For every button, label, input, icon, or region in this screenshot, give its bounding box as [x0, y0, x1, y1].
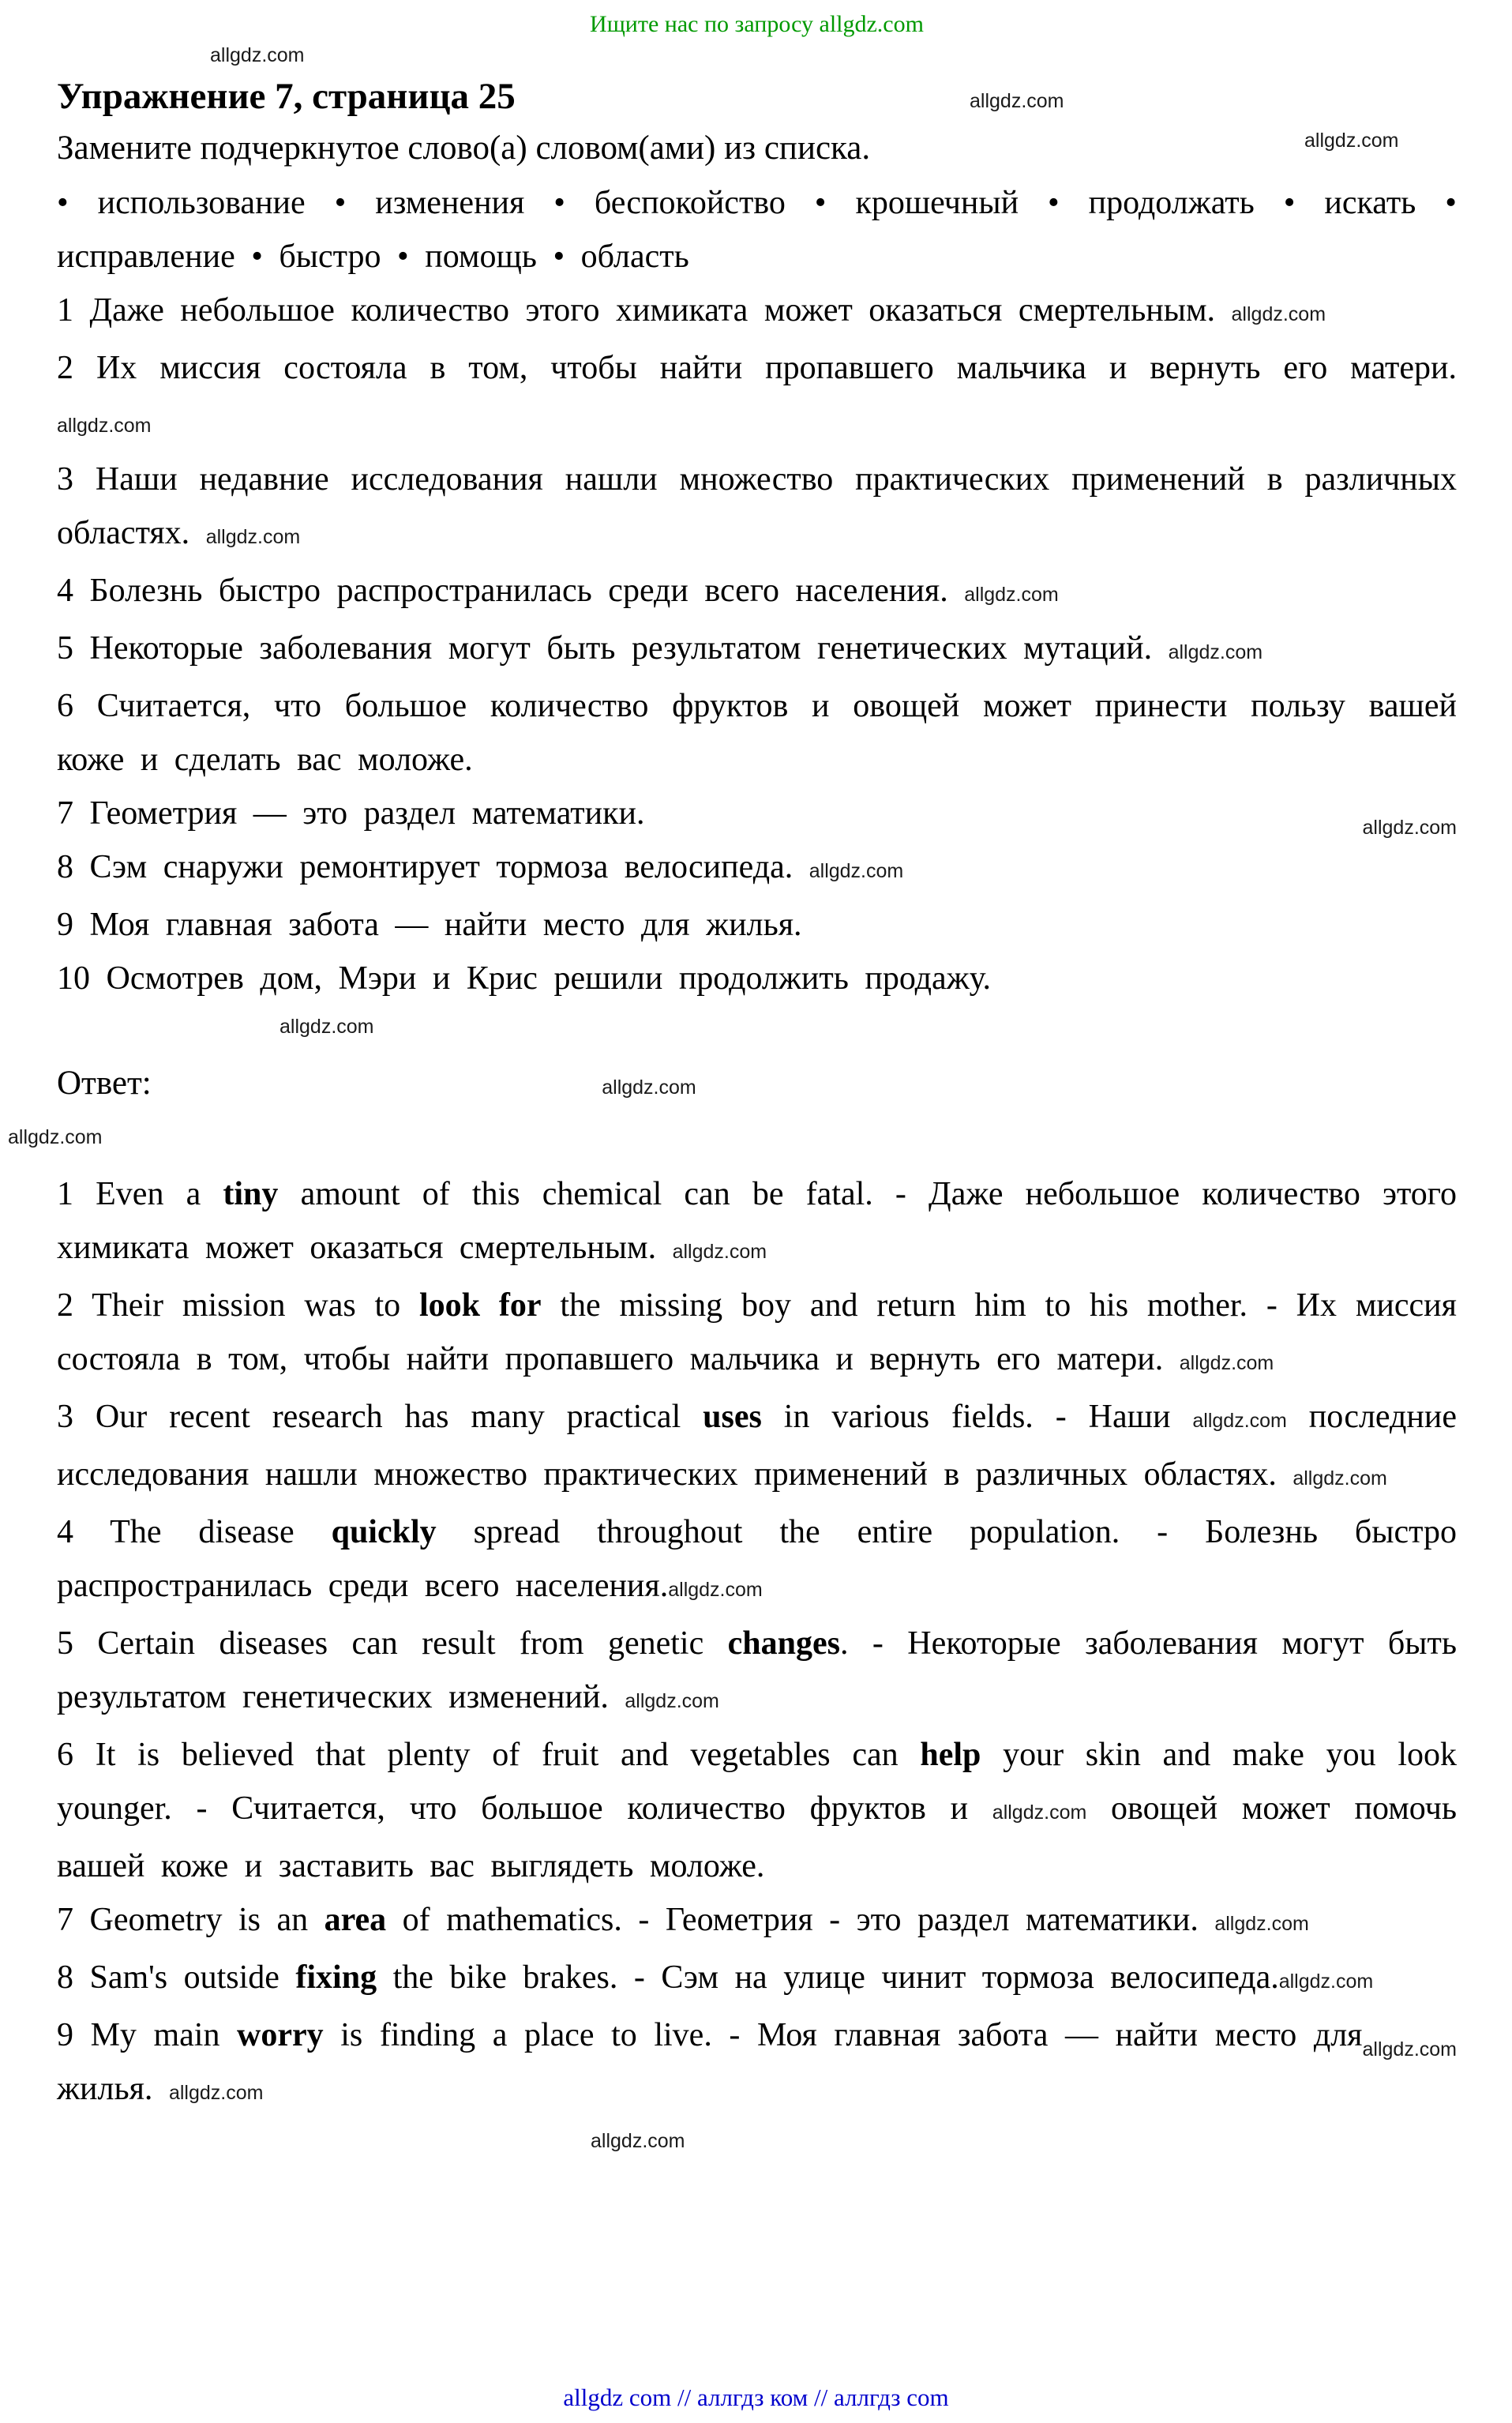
answer-item-8 [57, 1951, 1457, 2008]
answer-item-7 [57, 1893, 1457, 1951]
word-list: • использование • изменения • беспокойство • крошечный • продолжать • искать • исправление • быстро • помощь • область [57, 184, 1457, 275]
text-run: . - Некоторые заболевания могут быть результатом генетических изменений. [57, 1625, 1457, 1715]
task-item-9 [57, 898, 1457, 952]
watermark: allgdz.com [668, 1578, 763, 1601]
answer-label: Ответ: [57, 1064, 152, 1102]
task-item-1 [57, 284, 1457, 341]
answer-keyword: help [920, 1736, 981, 1773]
watermark: allgdz.com [1214, 1912, 1309, 1935]
watermark: allgdz.com [1362, 2038, 1457, 2060]
watermark: allgdz.com [672, 1240, 767, 1263]
text-run: your skin and make you look younger. - Считается, что большое количество фруктов и [57, 1736, 1457, 1827]
exercise-subtitle: Замените подчеркнутое слово(а) словом(ами) из списка. [57, 130, 871, 167]
task-item-4 [57, 564, 1457, 622]
text-run: 7 Геометрия — это раздел математики. [57, 795, 645, 832]
text-run: of mathematics. - Геометрия - это раздел математики. [386, 1901, 1215, 1938]
text-run: 1 Even a [57, 1175, 223, 1212]
task-item-2 [57, 341, 1457, 453]
watermark: allgdz.com [992, 1801, 1087, 1824]
watermark: allgdz.com [8, 1125, 103, 1148]
text-run: последние исследования нашли множество практических применений в различных областях. [57, 1398, 1457, 1493]
search-hint: Ищите нас по запросу allgdz.com [590, 11, 924, 37]
answer-item-2 [57, 1279, 1457, 1390]
watermark: allgdz.com [1231, 302, 1326, 325]
watermark: allgdz.com [1168, 640, 1263, 663]
text-run: the missing boy and return him to his mother. - Их миссия состояла в том, чтобы найти пропавшего мальчика и вернуть его матери. [57, 1287, 1457, 1377]
answer-keyword: changes [727, 1625, 840, 1662]
text-run: 6 It is believed that plenty of fruit and vegetables can [57, 1736, 921, 1773]
text-run: 1 Даже небольшое количество этого химиката может оказаться смертельным. [57, 291, 1232, 329]
text-run: 3 Наши недавние исследования нашли множество практических применений в различных областях. [57, 460, 1457, 551]
answer-keyword: quickly [331, 1513, 437, 1550]
watermark: allgdz.com [1362, 816, 1457, 839]
text-run: 2 Их миссия состояла в том, чтобы найти пропавшего мальчика и вернуть его матери. [57, 349, 1457, 386]
text-run: 5 Некоторые заболевания могут быть результатом генетических мутаций. [57, 629, 1169, 667]
text-run: 4 Болезнь быстро распространилась среди всего населения. [57, 572, 965, 609]
watermark: allgdz.com [625, 1689, 719, 1712]
watermark-line [591, 2120, 1457, 2158]
watermark: allgdz.com [1179, 1351, 1274, 1374]
answer-keyword: look for [419, 1287, 542, 1324]
watermark: allgdz.com [1278, 1970, 1374, 1993]
answer-keyword: fixing [295, 1959, 377, 1996]
answer-item-6 [57, 1728, 1457, 1893]
text-run: 3 Our recent research has many practical [57, 1398, 703, 1435]
text-run: 5 Certain diseases can result from genetic [57, 1625, 728, 1662]
task-item-10 [57, 952, 1457, 1005]
watermark: allgdz.com [1192, 1409, 1287, 1432]
watermark: allgdz.com [210, 44, 305, 66]
watermark: allgdz.com [809, 859, 904, 882]
text-run: 2 Their mission was to [57, 1287, 420, 1324]
text-run: the bike brakes. - Сэм на улице чинит тормоза велосипеда. [377, 1959, 1279, 1996]
task-item-3 [57, 453, 1457, 564]
watermark: allgdz.com [591, 2129, 685, 2152]
answer-keyword: area [324, 1901, 387, 1938]
watermark: allgdz.com [280, 1015, 374, 1038]
answer-heading-row [57, 1055, 1457, 1116]
text-run: in various fields. - Наши [761, 1398, 1193, 1435]
text-run: 10 Осмотрев дом, Мэри и Крис решили продолжить продажу. [57, 960, 991, 997]
watermark-line [280, 1005, 1457, 1044]
answer-item-1 [57, 1167, 1457, 1279]
watermark: allgdz.com [57, 414, 152, 437]
text-run: 6 Считается, что большое количество фруктов и овощей может принести пользу вашей коже и сделать вас моложе. [57, 687, 1457, 778]
answers-section [57, 1167, 1457, 2120]
watermark: allgdz.com [970, 90, 1064, 112]
text-run: 4 The disease [57, 1513, 332, 1550]
task-item-7 [57, 787, 1457, 840]
answer-keyword: uses [703, 1398, 762, 1435]
text-run: 9 My main [57, 2016, 238, 2053]
answer-item-4 [57, 1505, 1457, 1617]
task-item-6 [57, 679, 1457, 787]
watermark: allgdz.com [168, 2081, 264, 2104]
answer-item-5 [57, 1617, 1457, 1728]
task-item-8 [57, 840, 1457, 898]
text-run: is finding a place to live. - Моя главная забота — найти место для жилья. [57, 2016, 1363, 2107]
answer-item-3 [57, 1390, 1457, 1505]
text-run: 7 Geometry is an [57, 1901, 325, 1938]
exercise-title: Упражнение 7, страница 25 [57, 76, 516, 117]
text-run: овощей может помочь вашей коже и заставить вас выглядеть моложе. [57, 1790, 1457, 1884]
text-run: 8 Sam's outside [57, 1959, 296, 1996]
text-run: 8 Сэм снаружи ремонтирует тормоза велосипеда. [57, 848, 809, 885]
watermark: allgdz.com [964, 583, 1059, 606]
watermark: allgdz.com [602, 1076, 696, 1099]
footer-links[interactable]: allgdz com // аллгдз ком // аллгдз com [563, 2384, 949, 2411]
watermark: allgdz.com [1293, 1467, 1387, 1489]
answer-keyword: worry [237, 2016, 324, 2053]
task-item-5 [57, 622, 1457, 679]
text-run: amount of this chemical can be fatal. - Даже небольшое количество этого химиката может оказаться смертельным. [57, 1175, 1457, 1266]
answer-item-9 [57, 2008, 1457, 2120]
watermark: allgdz.com [205, 525, 301, 548]
text-run: 9 Моя главная забота — найти место для жилья. [57, 906, 802, 943]
watermark-line [8, 1116, 1457, 1155]
answer-keyword: tiny [223, 1175, 279, 1212]
watermark: allgdz.com [1304, 130, 1399, 152]
text-run: spread throughout the entire population. - Болезнь быстро распространилась среди всего населения. [57, 1513, 1457, 1604]
